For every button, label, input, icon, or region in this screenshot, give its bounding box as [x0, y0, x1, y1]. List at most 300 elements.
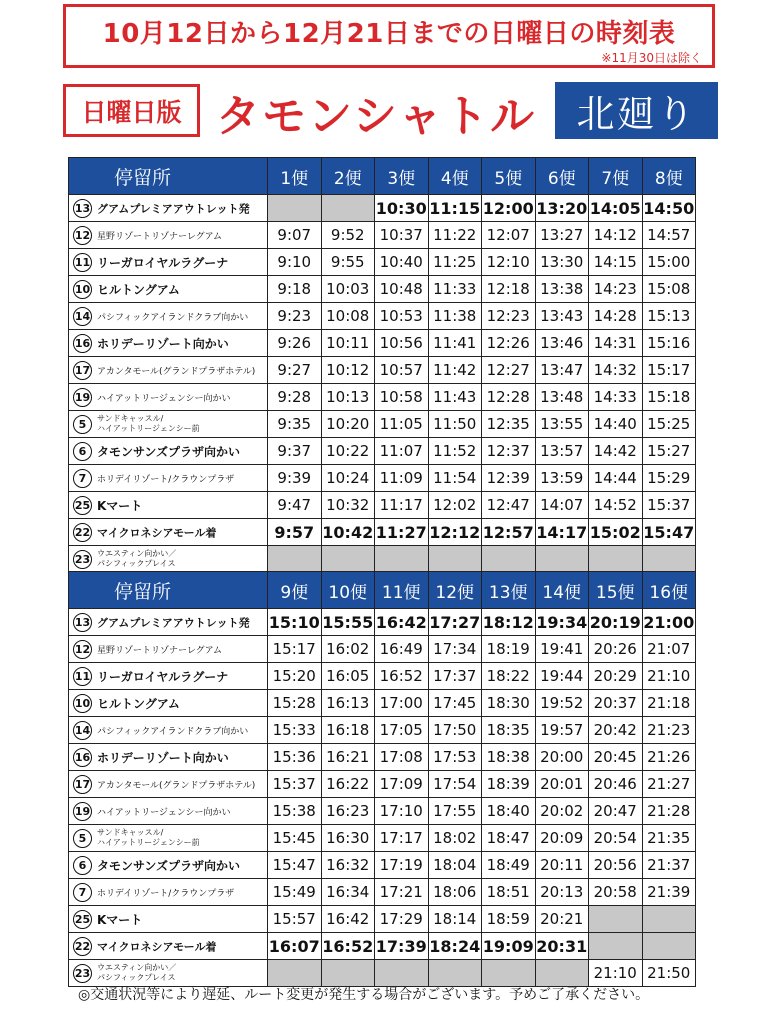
- time-cell: 20:31: [535, 933, 589, 960]
- trip-header: 15便: [589, 572, 643, 609]
- time-cell: 21:35: [642, 825, 696, 852]
- time-cell: 20:54: [589, 825, 643, 852]
- time-cell: 16:21: [321, 744, 375, 771]
- time-cell: 13:43: [535, 303, 589, 330]
- time-cell: 20:13: [535, 879, 589, 906]
- time-cell: 17:17: [375, 825, 429, 852]
- time-cell: 17:08: [375, 744, 429, 771]
- time-cell: 21:18: [642, 690, 696, 717]
- time-cell: 15:00: [642, 249, 696, 276]
- time-cell: 16:22: [321, 771, 375, 798]
- time-cell: 14:33: [589, 384, 643, 411]
- stop-cell: [69, 222, 268, 249]
- time-cell: 12:47: [482, 492, 536, 519]
- table-row: [69, 519, 696, 546]
- stop-cell: [69, 303, 268, 330]
- time-cell: 20:26: [589, 636, 643, 663]
- time-cell: 10:20: [321, 411, 375, 438]
- table-row: [69, 825, 696, 852]
- stop-number-badge: 16: [73, 334, 92, 353]
- time-cell: 20:45: [589, 744, 643, 771]
- time-cell: 13:38: [535, 276, 589, 303]
- table-row: [69, 276, 696, 303]
- stop-cell: [69, 798, 268, 825]
- stop-name: 星野リゾートリゾナーレグアム: [97, 231, 223, 242]
- time-cell: 18:22: [482, 663, 536, 690]
- stop-number-badge: 22: [73, 523, 92, 542]
- time-cell: 11:15: [428, 195, 482, 222]
- stop-name: Kマート: [97, 912, 143, 927]
- time-cell: 11:25: [428, 249, 482, 276]
- stop-cell: [69, 771, 268, 798]
- time-cell: 17:34: [428, 636, 482, 663]
- stop-name: ホリデイリゾート/クラウンプラザ: [97, 888, 235, 899]
- time-cell: 14:23: [589, 276, 643, 303]
- stop-name: アカンタモール(グランドプラザホテル): [97, 366, 256, 377]
- stop-name: ホリデーリゾート向かい: [97, 336, 229, 351]
- time-cell: 13:46: [535, 330, 589, 357]
- time-cell: 9:07: [268, 222, 322, 249]
- time-cell: 21:50: [642, 960, 696, 987]
- time-cell: 12:00: [482, 195, 536, 222]
- stop-name: パシフィックアイランドクラブ向かい: [97, 312, 249, 323]
- time-cell: [535, 546, 589, 573]
- time-cell: 14:57: [642, 222, 696, 249]
- time-cell: 21:37: [642, 852, 696, 879]
- time-cell: 10:32: [321, 492, 375, 519]
- time-cell: [321, 960, 375, 987]
- time-cell: 15:17: [642, 357, 696, 384]
- time-cell: 12:07: [482, 222, 536, 249]
- time-cell: 14:40: [589, 411, 643, 438]
- time-cell: 20:42: [589, 717, 643, 744]
- time-cell: 14:42: [589, 438, 643, 465]
- stop-name: タモンサンズプラザ向かい: [97, 858, 241, 873]
- time-cell: 10:12: [321, 357, 375, 384]
- stop-cell: [69, 276, 268, 303]
- time-cell: 11:54: [428, 465, 482, 492]
- time-cell: 21:10: [642, 663, 696, 690]
- time-cell: [589, 933, 643, 960]
- time-cell: 17:39: [375, 933, 429, 960]
- time-cell: 9:27: [268, 357, 322, 384]
- stop-number-badge: 6: [73, 856, 92, 875]
- stop-name: 星野リゾートリゾナーレグアム: [97, 645, 223, 656]
- time-cell: 17:05: [375, 717, 429, 744]
- time-cell: [375, 960, 429, 987]
- time-cell: 13:59: [535, 465, 589, 492]
- time-cell: 12:02: [428, 492, 482, 519]
- table-row: [69, 465, 696, 492]
- time-cell: 18:38: [482, 744, 536, 771]
- page-title: 10月12日から12月21日までの日曜日の時刻表: [102, 19, 676, 49]
- stop-number-badge: 19: [73, 802, 92, 821]
- stop-name: リーガロイヤルラグーナ: [97, 669, 229, 684]
- time-cell: 15:38: [268, 798, 322, 825]
- timetable-1: [68, 157, 696, 573]
- stop-cell: [69, 438, 268, 465]
- time-cell: 18:59: [482, 906, 536, 933]
- time-cell: 12:26: [482, 330, 536, 357]
- time-cell: 19:09: [482, 933, 536, 960]
- time-cell: 20:19: [589, 609, 643, 636]
- time-cell: 17:19: [375, 852, 429, 879]
- table-row: [69, 906, 696, 933]
- time-cell: 20:56: [589, 852, 643, 879]
- time-cell: 21:28: [642, 798, 696, 825]
- time-cell: 21:10: [589, 960, 643, 987]
- stop-cell: [69, 690, 268, 717]
- time-cell: 13:47: [535, 357, 589, 384]
- table-row: [69, 636, 696, 663]
- table-row: [69, 852, 696, 879]
- stop-number-badge: 25: [73, 910, 92, 929]
- time-cell: 15:27: [642, 438, 696, 465]
- stop-cell: [69, 717, 268, 744]
- time-cell: 21:27: [642, 771, 696, 798]
- trip-header: 10便: [321, 572, 375, 609]
- stop-cell: [69, 825, 268, 852]
- time-cell: 15:18: [642, 384, 696, 411]
- time-cell: 12:12: [428, 519, 482, 546]
- time-cell: 15:47: [268, 852, 322, 879]
- stop-number-badge: 17: [73, 775, 92, 794]
- time-cell: 19:52: [535, 690, 589, 717]
- time-cell: 21:39: [642, 879, 696, 906]
- time-cell: 14:50: [642, 195, 696, 222]
- stop-cell: [69, 663, 268, 690]
- time-cell: 18:40: [482, 798, 536, 825]
- stop-number-badge: 12: [73, 226, 92, 245]
- time-cell: 9:26: [268, 330, 322, 357]
- time-cell: 18:47: [482, 825, 536, 852]
- time-cell: 18:51: [482, 879, 536, 906]
- time-cell: 16:52: [375, 663, 429, 690]
- table-row: [69, 609, 696, 636]
- time-cell: 10:03: [321, 276, 375, 303]
- table-row: [69, 771, 696, 798]
- stop-number-badge: 6: [73, 442, 92, 461]
- time-cell: 18:19: [482, 636, 536, 663]
- time-cell: 18:02: [428, 825, 482, 852]
- table-row: [69, 690, 696, 717]
- time-cell: 9:39: [268, 465, 322, 492]
- time-cell: 13:57: [535, 438, 589, 465]
- stop-number-badge: 11: [73, 667, 92, 686]
- time-cell: 12:39: [482, 465, 536, 492]
- time-cell: 16:07: [268, 933, 322, 960]
- time-cell: 18:39: [482, 771, 536, 798]
- stop-cell: [69, 960, 268, 987]
- time-cell: 15:29: [642, 465, 696, 492]
- stop-name: パシフィックアイランドクラブ向かい: [97, 726, 249, 737]
- time-cell: 15:10: [268, 609, 322, 636]
- time-cell: 15:33: [268, 717, 322, 744]
- time-cell: [482, 546, 536, 573]
- exception-note: ※11月30日は除く: [601, 51, 702, 65]
- trip-header: 1便: [268, 158, 322, 195]
- time-cell: 9:18: [268, 276, 322, 303]
- time-cell: [482, 960, 536, 987]
- time-cell: 15:28: [268, 690, 322, 717]
- time-cell: 10:24: [321, 465, 375, 492]
- stop-cell: [69, 906, 268, 933]
- table-row: [69, 546, 696, 573]
- time-cell: 16:42: [375, 609, 429, 636]
- stop-number-badge: 10: [73, 280, 92, 299]
- stop-number-badge: 17: [73, 361, 92, 380]
- stop-cell: [69, 249, 268, 276]
- time-cell: 18:30: [482, 690, 536, 717]
- trip-header: 6便: [535, 158, 589, 195]
- stop-name: アカンタモール(グランドプラザホテル): [97, 780, 256, 791]
- time-cell: 21:00: [642, 609, 696, 636]
- time-cell: 11:42: [428, 357, 482, 384]
- time-cell: 13:30: [535, 249, 589, 276]
- table-row: [69, 717, 696, 744]
- table-row: [69, 222, 696, 249]
- trip-header: 16便: [642, 572, 696, 609]
- time-cell: 13:20: [535, 195, 589, 222]
- time-cell: 9:23: [268, 303, 322, 330]
- time-cell: 15:13: [642, 303, 696, 330]
- time-cell: 11:07: [375, 438, 429, 465]
- time-cell: 13:48: [535, 384, 589, 411]
- time-cell: 17:50: [428, 717, 482, 744]
- time-cell: 10:11: [321, 330, 375, 357]
- time-cell: 14:52: [589, 492, 643, 519]
- trip-header: 13便: [482, 572, 536, 609]
- stop-header: 停留所: [69, 158, 268, 195]
- time-cell: 20:02: [535, 798, 589, 825]
- time-cell: 14:31: [589, 330, 643, 357]
- stop-number-badge: 11: [73, 253, 92, 272]
- stop-number-badge: 14: [73, 721, 92, 740]
- time-cell: [589, 906, 643, 933]
- time-cell: 17:45: [428, 690, 482, 717]
- time-cell: 11:33: [428, 276, 482, 303]
- stop-name: ウエスティン向かい／ パシフィックプレイス: [97, 549, 177, 568]
- trip-header: 3便: [375, 158, 429, 195]
- stop-number-badge: 10: [73, 694, 92, 713]
- time-cell: 18:35: [482, 717, 536, 744]
- time-cell: 16:49: [375, 636, 429, 663]
- time-cell: 16:02: [321, 636, 375, 663]
- table-row: [69, 798, 696, 825]
- time-cell: 20:09: [535, 825, 589, 852]
- time-cell: 16:52: [321, 933, 375, 960]
- time-cell: 10:42: [321, 519, 375, 546]
- time-cell: 12:27: [482, 357, 536, 384]
- time-cell: 17:27: [428, 609, 482, 636]
- time-cell: 15:37: [268, 771, 322, 798]
- time-cell: 16:05: [321, 663, 375, 690]
- time-cell: 17:37: [428, 663, 482, 690]
- time-cell: 15:20: [268, 663, 322, 690]
- stop-cell: [69, 744, 268, 771]
- stop-number-badge: 16: [73, 748, 92, 767]
- time-cell: 11:43: [428, 384, 482, 411]
- stop-name: マイクロネシアモール着: [97, 940, 217, 953]
- time-cell: 11:17: [375, 492, 429, 519]
- time-cell: 10:40: [375, 249, 429, 276]
- time-cell: [268, 546, 322, 573]
- time-cell: [268, 960, 322, 987]
- time-cell: 17:55: [428, 798, 482, 825]
- time-cell: 20:29: [589, 663, 643, 690]
- time-cell: 12:35: [482, 411, 536, 438]
- time-cell: 19:57: [535, 717, 589, 744]
- time-cell: 15:08: [642, 276, 696, 303]
- time-cell: 15:47: [642, 519, 696, 546]
- stop-name: ホリデーリゾート向かい: [97, 750, 229, 765]
- table-row: [69, 879, 696, 906]
- time-cell: 15:45: [268, 825, 322, 852]
- time-cell: 17:00: [375, 690, 429, 717]
- time-cell: [428, 960, 482, 987]
- stop-number-badge: 13: [73, 613, 92, 632]
- time-cell: 19:34: [535, 609, 589, 636]
- time-cell: 20:11: [535, 852, 589, 879]
- footer-note: ◎交通状況等により遅延、ルート変更が発生する場合がございます。予めご了承ください。: [78, 987, 650, 1003]
- stop-number-badge: 22: [73, 937, 92, 956]
- header-row: [69, 158, 696, 195]
- time-cell: 14:05: [589, 195, 643, 222]
- time-cell: 16:13: [321, 690, 375, 717]
- time-cell: 21:07: [642, 636, 696, 663]
- stop-name: リーガロイヤルラグーナ: [97, 255, 229, 270]
- trip-header: 11便: [375, 572, 429, 609]
- time-cell: [642, 546, 696, 573]
- stop-cell: [69, 330, 268, 357]
- stop-name: ウエスティン向かい／ パシフィックプレイス: [97, 963, 177, 982]
- time-cell: [642, 906, 696, 933]
- stop-number-badge: 25: [73, 496, 92, 515]
- time-cell: 19:41: [535, 636, 589, 663]
- stop-number-badge: 23: [73, 550, 92, 569]
- time-cell: 14:07: [535, 492, 589, 519]
- stop-number-badge: 5: [73, 415, 92, 434]
- title-box: [63, 4, 715, 68]
- time-cell: 18:24: [428, 933, 482, 960]
- time-cell: 14:17: [535, 519, 589, 546]
- time-cell: 12:10: [482, 249, 536, 276]
- time-cell: 16:18: [321, 717, 375, 744]
- time-cell: 15:16: [642, 330, 696, 357]
- time-cell: 20:58: [589, 879, 643, 906]
- time-cell: 11:41: [428, 330, 482, 357]
- trip-header: 4便: [428, 158, 482, 195]
- time-cell: 18:14: [428, 906, 482, 933]
- time-cell: [375, 546, 429, 573]
- time-cell: 15:55: [321, 609, 375, 636]
- trip-header: 7便: [589, 158, 643, 195]
- table-row: [69, 933, 696, 960]
- time-cell: [428, 546, 482, 573]
- stop-name: ホリデイリゾート/クラウンプラザ: [97, 474, 235, 485]
- time-cell: [535, 960, 589, 987]
- time-cell: 10:13: [321, 384, 375, 411]
- time-cell: 9:28: [268, 384, 322, 411]
- time-cell: 10:37: [375, 222, 429, 249]
- time-cell: 20:21: [535, 906, 589, 933]
- stop-name: タモンサンズプラザ向かい: [97, 444, 241, 459]
- timetable-2: [68, 571, 696, 987]
- day-badge: 日曜日版: [63, 84, 200, 137]
- time-cell: [321, 195, 375, 222]
- table-row: [69, 960, 696, 987]
- time-cell: 18:04: [428, 852, 482, 879]
- time-cell: 11:38: [428, 303, 482, 330]
- stop-number-badge: 14: [73, 307, 92, 326]
- time-cell: 16:32: [321, 852, 375, 879]
- stop-cell: [69, 609, 268, 636]
- time-cell: 17:53: [428, 744, 482, 771]
- trip-header: 5便: [482, 158, 536, 195]
- time-cell: 9:55: [321, 249, 375, 276]
- time-cell: 16:23: [321, 798, 375, 825]
- time-cell: 18:12: [482, 609, 536, 636]
- time-cell: 14:28: [589, 303, 643, 330]
- trip-header: 14便: [535, 572, 589, 609]
- time-cell: 11:09: [375, 465, 429, 492]
- time-cell: 15:49: [268, 879, 322, 906]
- stop-name: ヒルトングアム: [97, 282, 180, 297]
- time-cell: 15:02: [589, 519, 643, 546]
- time-cell: [321, 546, 375, 573]
- stop-header: 停留所: [69, 572, 268, 609]
- table-row: [69, 303, 696, 330]
- time-cell: 20:01: [535, 771, 589, 798]
- stop-cell: [69, 195, 268, 222]
- time-cell: 11:52: [428, 438, 482, 465]
- time-cell: 15:17: [268, 636, 322, 663]
- stop-name: Kマート: [97, 498, 143, 513]
- stop-cell: [69, 411, 268, 438]
- stop-cell: [69, 879, 268, 906]
- time-cell: 12:23: [482, 303, 536, 330]
- time-cell: 11:27: [375, 519, 429, 546]
- time-cell: 10:48: [375, 276, 429, 303]
- stop-cell: [69, 546, 268, 573]
- stop-number-badge: 23: [73, 964, 92, 983]
- trip-header: 12便: [428, 572, 482, 609]
- time-cell: 15:37: [642, 492, 696, 519]
- time-cell: 17:29: [375, 906, 429, 933]
- time-cell: 10:53: [375, 303, 429, 330]
- time-cell: 20:37: [589, 690, 643, 717]
- stop-name: サンドキャッスル/ ハイアットリージェンシー前: [97, 414, 200, 433]
- time-cell: 17:54: [428, 771, 482, 798]
- time-cell: 14:15: [589, 249, 643, 276]
- time-cell: 15:57: [268, 906, 322, 933]
- time-cell: 9:10: [268, 249, 322, 276]
- stop-number-badge: 13: [73, 199, 92, 218]
- time-cell: 20:00: [535, 744, 589, 771]
- stop-number-badge: 12: [73, 640, 92, 659]
- shuttle-name: タモンシャトル: [216, 91, 537, 142]
- stop-name: グアムプレミアアウトレット発: [97, 616, 250, 629]
- table-row: [69, 330, 696, 357]
- stop-cell: [69, 492, 268, 519]
- stop-cell: [69, 636, 268, 663]
- trip-header: 2便: [321, 158, 375, 195]
- table-row: [69, 357, 696, 384]
- time-cell: 18:06: [428, 879, 482, 906]
- time-cell: 15:25: [642, 411, 696, 438]
- time-cell: 20:46: [589, 771, 643, 798]
- time-cell: 16:34: [321, 879, 375, 906]
